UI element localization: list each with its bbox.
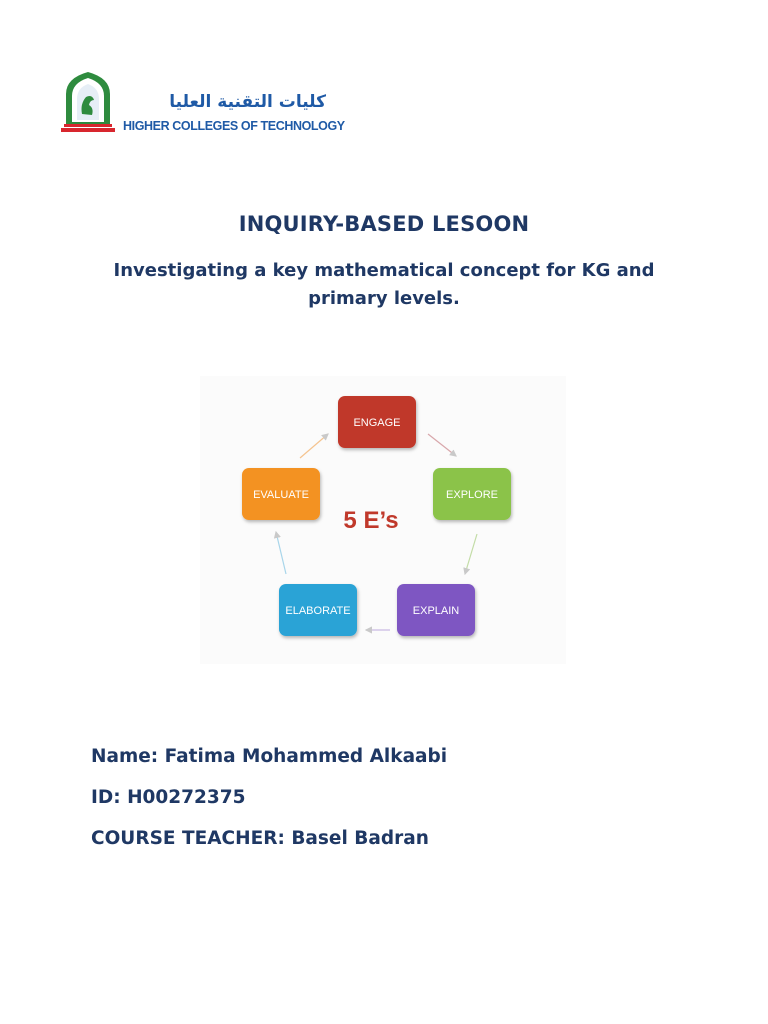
- arrow-evaluate-to-engage: [300, 434, 328, 458]
- college-logo: [60, 70, 345, 134]
- course-teacher: COURSE TEACHER: Basel Badran: [91, 828, 429, 849]
- college-emblem-icon: [60, 70, 116, 132]
- stage-explain-box: [397, 584, 475, 636]
- stage-explore-label: EXPLORE: [446, 489, 498, 501]
- arrow-explore-to-explain: [465, 534, 477, 574]
- stage-engage-label: ENGAGE: [353, 417, 401, 429]
- five-es-cycle-svg: [200, 376, 566, 664]
- arrow-elaborate-to-evaluate: [276, 532, 286, 574]
- student-name: Name: Fatima Mohammed Alkaabi: [91, 746, 448, 767]
- stage-elaborate-box: [279, 584, 357, 636]
- stage-evaluate-label: EVALUATE: [253, 489, 309, 501]
- stage-elaborate-label: ELABORATE: [285, 605, 351, 617]
- student-id: ID: H00272375: [91, 787, 246, 808]
- stage-engage-box: [338, 396, 416, 448]
- document-title: INQUIRY-BASED LESOON: [238, 212, 530, 236]
- document-subtitle: Investigating a key mathematical concept for KG and primary levels.: [113, 260, 655, 309]
- five-es-cycle-diagram: [200, 376, 566, 664]
- arrow-engage-to-explore: [428, 434, 456, 456]
- logo-arabic-text: كليات التقنية العليا: [169, 92, 326, 112]
- stage-explore-box: [433, 468, 511, 520]
- cycle-center-label: 5 E’s: [343, 507, 399, 534]
- stage-explain-label: EXPLAIN: [412, 605, 460, 617]
- stage-evaluate-box: [242, 468, 320, 520]
- logo-english-text: HIGHER COLLEGES OF TECHNOLOGY: [123, 119, 345, 133]
